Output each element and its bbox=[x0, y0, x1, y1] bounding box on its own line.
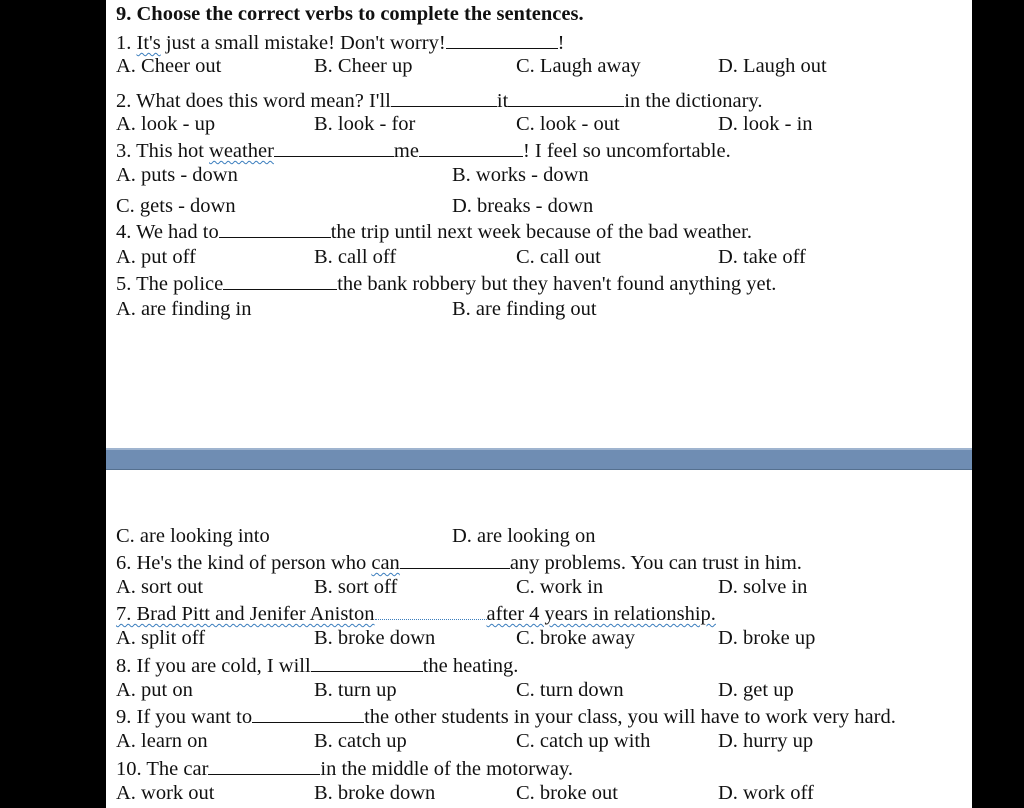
question-9: 9. If you want to the other students in your class, you will have to work very hard. bbox=[116, 706, 896, 728]
option-10d: D. work off bbox=[718, 782, 814, 804]
option-3a: A. puts - down bbox=[116, 164, 238, 186]
question-5: 5. The police the bank robbery but they haven't found anything yet. bbox=[116, 273, 777, 295]
question-4: 4. We had to the trip until next week because of the bad weather. bbox=[116, 221, 752, 243]
exercise-heading: 9. Choose the correct verbs to complete the sentences. bbox=[116, 3, 584, 25]
option-9b: B. catch up bbox=[314, 730, 407, 752]
option-10a: A. work out bbox=[116, 782, 215, 804]
answer-blank[interactable] bbox=[311, 653, 423, 672]
option-1b: B. Cheer up bbox=[314, 55, 413, 77]
worksheet-page-bottom bbox=[106, 470, 972, 808]
option-4a: A. put off bbox=[116, 246, 196, 268]
worksheet-page-top bbox=[106, 0, 972, 448]
answer-blank[interactable] bbox=[252, 704, 364, 723]
answer-blank[interactable] bbox=[446, 30, 558, 49]
option-8c: C. turn down bbox=[516, 679, 624, 701]
option-8a: A. put on bbox=[116, 679, 193, 701]
question-7: 7. Brad Pitt and Jenifer Aniston after 4 years in relationship. bbox=[116, 603, 716, 625]
option-8d: D. get up bbox=[718, 679, 794, 701]
option-8b: B. turn up bbox=[314, 679, 397, 701]
answer-blank[interactable] bbox=[391, 88, 497, 107]
answer-blank[interactable] bbox=[274, 138, 394, 157]
question-2: 2. What does this word mean? I'll it in the dictionary. bbox=[116, 90, 763, 112]
option-4c: C. call out bbox=[516, 246, 601, 268]
question-6: 6. He's the kind of person who can any problems. You can trust in him. bbox=[116, 552, 802, 574]
answer-blank[interactable] bbox=[508, 88, 624, 107]
option-7a: A. split off bbox=[116, 627, 206, 649]
answer-blank[interactable] bbox=[419, 138, 523, 157]
option-6a: A. sort out bbox=[116, 576, 204, 598]
option-4d: D. take off bbox=[718, 246, 806, 268]
option-1d: D. Laugh out bbox=[718, 55, 827, 77]
option-5a: A. are finding in bbox=[116, 298, 252, 320]
answer-blank[interactable] bbox=[219, 219, 331, 238]
option-5d: D. are looking on bbox=[452, 525, 596, 547]
question-3: 3. This hot weather me ! I feel so uncomfortable. bbox=[116, 140, 731, 162]
question-10: 10. The car in the middle of the motorway. bbox=[116, 758, 573, 780]
option-9d: D. hurry up bbox=[718, 730, 814, 752]
option-4b: B. call off bbox=[314, 246, 397, 268]
option-7b: B. broke down bbox=[314, 627, 436, 649]
option-2c: C. look - out bbox=[516, 113, 620, 135]
option-9a: A. learn on bbox=[116, 730, 208, 752]
option-10b: B. broke down bbox=[314, 782, 436, 804]
option-10c: C. broke out bbox=[516, 782, 618, 804]
option-1a: A. Cheer out bbox=[116, 55, 222, 77]
option-6b: B. sort off bbox=[314, 576, 398, 598]
option-1c: C. Laugh away bbox=[516, 55, 641, 77]
option-7d: D. broke up bbox=[718, 627, 816, 649]
option-3c: C. gets - down bbox=[116, 195, 236, 217]
answer-blank[interactable] bbox=[223, 271, 337, 290]
option-3b: B. works - down bbox=[452, 164, 589, 186]
page-break bbox=[106, 448, 972, 470]
option-2a: A. look - up bbox=[116, 113, 216, 135]
option-6c: C. work in bbox=[516, 576, 604, 598]
answer-blank[interactable] bbox=[208, 756, 320, 775]
option-7c: C. broke away bbox=[516, 627, 635, 649]
option-5b: B. are finding out bbox=[452, 298, 597, 320]
option-6d: D. solve in bbox=[718, 576, 808, 598]
answer-blank[interactable] bbox=[375, 601, 487, 620]
question-8: 8. If you are cold, I will the heating. bbox=[116, 655, 519, 677]
option-3d: D. breaks - down bbox=[452, 195, 594, 217]
question-1: 1. It's just a small mistake! Don't worry! ! bbox=[116, 32, 565, 54]
option-5c: C. are looking into bbox=[116, 525, 270, 547]
answer-blank[interactable] bbox=[400, 550, 510, 569]
option-9c: C. catch up with bbox=[516, 730, 651, 752]
option-2b: B. look - for bbox=[314, 113, 416, 135]
option-2d: D. look - in bbox=[718, 113, 813, 135]
